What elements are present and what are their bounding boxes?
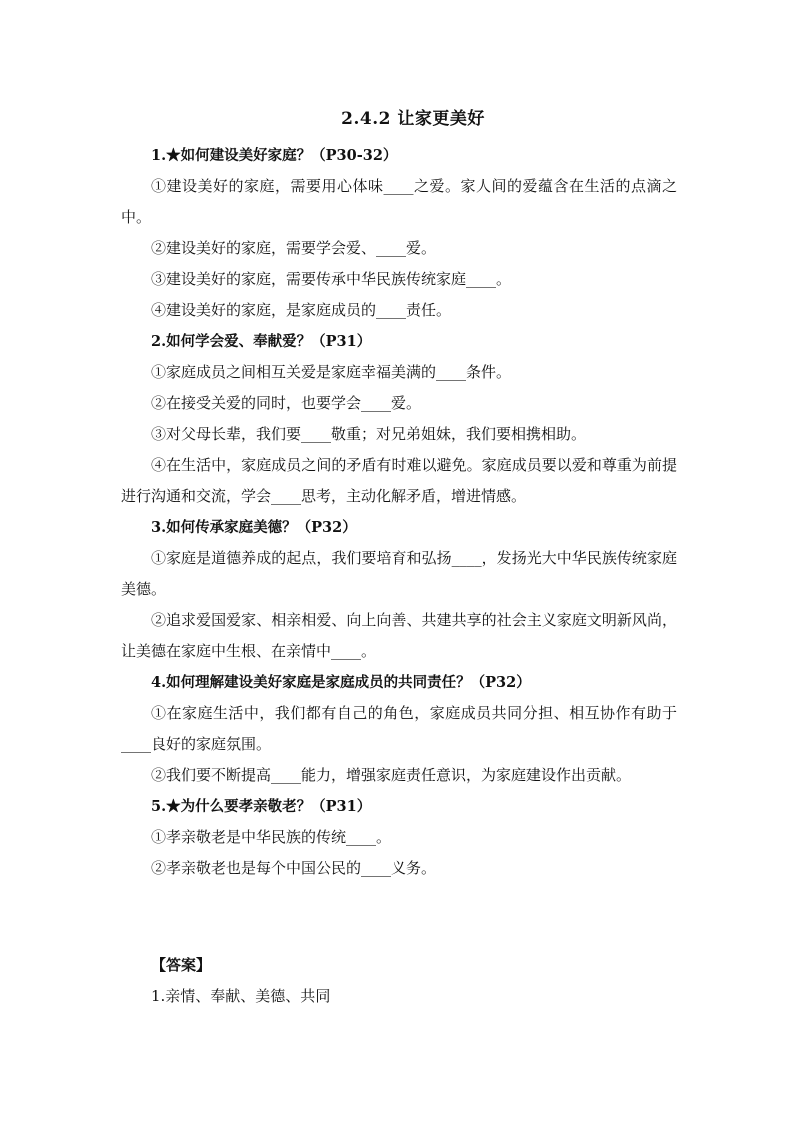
- question-heading: 3.如何传承家庭美德？（P32）: [151, 519, 357, 536]
- question-item: ①家庭成员之间相互关爱是家庭幸福美满的____条件。: [151, 363, 512, 381]
- question-item: ①孝亲敬老是中华民族的传统____。: [151, 828, 392, 846]
- question-item: ③对父母长辈，我们要____敬重；对兄弟姐妹，我们要相携相助。: [151, 425, 587, 443]
- question-heading: 4.如何理解建设美好家庭是家庭成员的共同责任？（P32）: [151, 674, 531, 691]
- question-item: ②建设美好的家庭，需要学会爱、____爱。: [151, 239, 437, 257]
- question-heading: 1.★如何建设美好家庭？（P30-32）: [151, 147, 398, 164]
- question-item: ①在家庭生活中，我们都有自己的角色，家庭成员共同分担、相互协作有助于____良好的家庭氛围。: [121, 704, 677, 753]
- question-item: ④在生活中，家庭成员之间的矛盾有时难以避免。家庭成员要以爱和尊重为前提进行沟通和交流，学会____思考，主动化解矛盾，增进情感。: [121, 456, 677, 505]
- document-title: 2.4.2 让家更美好: [341, 109, 485, 129]
- question-item: ②孝亲敬老也是每个中国公民的____义务。: [151, 859, 437, 877]
- question-item: ①建设美好的家庭，需要用心体味____之爱。家人间的爱蕴含在生活的点滴之中。: [121, 177, 677, 226]
- question-heading: 5.★为什么要孝亲敬老？（P31）: [151, 798, 372, 815]
- question-item: ②追求爱国爱家、相亲相爱、向上向善、共建共享的社会主义家庭文明新风尚，让美德在家庭中生根、在亲情中____。: [121, 611, 677, 660]
- question-item: ②我们要不断提高____能力，增强家庭责任意识，为家庭建设作出贡献。: [151, 766, 632, 784]
- answer-line: 1.亲情、奉献、美德、共同: [151, 987, 331, 1005]
- question-item: ③建设美好的家庭，需要传承中华民族传统家庭____。: [151, 270, 512, 288]
- questions-block: [121, 140, 677, 884]
- question-item: ②在接受关爱的同时，也要学会____爱。: [151, 394, 422, 412]
- answers-block: [121, 950, 677, 1012]
- question-item: ④建设美好的家庭，是家庭成员的____责任。: [151, 301, 452, 319]
- question-heading: 2.如何学会爱、奉献爱？（P31）: [151, 333, 372, 350]
- question-item: ①家庭是道德养成的起点，我们要培育和弘扬____，发扬光大中华民族传统家庭美德。: [121, 549, 677, 598]
- answers-heading: 【答案】: [151, 956, 212, 974]
